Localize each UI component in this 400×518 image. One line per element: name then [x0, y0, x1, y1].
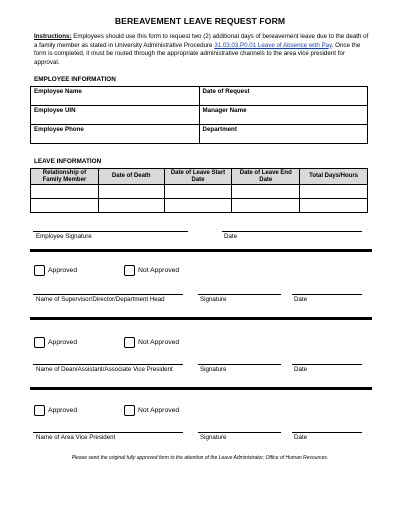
date-of-death-cell[interactable]	[98, 199, 164, 213]
leave-start-cell[interactable]	[164, 199, 232, 213]
leave-info-table	[30, 168, 368, 213]
dean-signature-line[interactable]	[198, 364, 281, 365]
checkbox-icon[interactable]	[34, 405, 45, 416]
col-total-days: Total Days/Hours	[300, 169, 368, 185]
employee-phone-label: Employee Phone	[34, 126, 84, 133]
supervisor-date-label: Date	[294, 296, 308, 303]
instructions-label: Instructions:	[34, 33, 72, 40]
employee-phone-field[interactable]	[31, 125, 200, 144]
instructions-text-1: Employees should use this form to request two (2) additional days of bereavement leave due to the death of a family member as stated in University Administrative Procedure	[34, 33, 369, 49]
avp-name-line[interactable]	[33, 432, 183, 433]
avp-date-line[interactable]	[292, 432, 362, 433]
table-row	[31, 199, 368, 213]
table-row	[31, 185, 368, 199]
date-of-request-field[interactable]	[199, 87, 368, 106]
approved-label: Approved	[48, 407, 78, 414]
dean-date-line[interactable]	[292, 364, 362, 365]
approved-checkbox-2[interactable]	[34, 337, 77, 348]
supervisor-signature-line[interactable]	[198, 294, 281, 295]
not-approved-label: Not Approved	[138, 267, 180, 274]
dean-signature-label: Signature	[200, 366, 227, 373]
instructions	[34, 33, 370, 67]
instructions-text-2: . Once the form is completed, it must be routed through the appropriate administrative channels to the area vice president for approval.	[34, 41, 361, 66]
total-days-cell[interactable]	[300, 199, 368, 213]
employee-info-table	[30, 86, 368, 144]
date-of-request-label: Date of Request	[202, 88, 250, 95]
checkbox-icon[interactable]	[34, 337, 45, 348]
section-divider	[30, 317, 372, 320]
supervisor-name-label: Name of Supervisor/Director/Department Head	[36, 296, 165, 303]
employee-date-line[interactable]	[222, 231, 362, 232]
not-approved-label: Not Approved	[138, 407, 180, 414]
dean-date-label: Date	[294, 366, 308, 373]
date-of-death-cell[interactable]	[98, 185, 164, 199]
checkbox-icon[interactable]	[34, 265, 45, 276]
leave-start-cell[interactable]	[164, 185, 232, 199]
approved-checkbox-3[interactable]	[34, 405, 77, 416]
employee-date-label: Date	[224, 233, 238, 240]
employee-info-heading: EMPLOYEE INFORMATION	[34, 76, 116, 83]
employee-signature-line[interactable]	[33, 231, 188, 232]
employee-name-label: Employee Name	[34, 88, 82, 95]
form-title: BEREAVEMENT LEAVE REQUEST FORM	[114, 16, 286, 26]
relationship-cell[interactable]	[31, 185, 99, 199]
supervisor-signature-label: Signature	[200, 296, 227, 303]
leave-end-cell[interactable]	[232, 199, 300, 213]
supervisor-date-line[interactable]	[292, 294, 362, 295]
procedure-link[interactable]: 31.03.03.P0.01 Leave of Absence with Pay	[214, 41, 332, 49]
dean-name-line[interactable]	[33, 364, 183, 365]
total-days-cell[interactable]	[300, 185, 368, 199]
employee-name-field[interactable]	[31, 87, 200, 106]
relationship-cell[interactable]	[31, 199, 99, 213]
not-approved-label: Not Approved	[138, 339, 180, 346]
manager-name-label: Manager Name	[202, 107, 247, 114]
col-leave-end: Date of Leave End Date	[232, 169, 300, 185]
not-approved-checkbox-1[interactable]	[124, 265, 179, 276]
checkbox-icon[interactable]	[124, 265, 135, 276]
col-date-of-death: Date of Death	[98, 169, 164, 185]
avp-date-label: Date	[294, 434, 308, 441]
not-approved-checkbox-2[interactable]	[124, 337, 179, 348]
manager-name-field[interactable]	[199, 106, 368, 125]
approved-label: Approved	[48, 267, 78, 274]
department-label: Department	[202, 126, 237, 133]
employee-signature-label: Employee Signature	[36, 233, 92, 240]
section-divider	[30, 249, 372, 252]
not-approved-checkbox-3[interactable]	[124, 405, 179, 416]
checkbox-icon[interactable]	[124, 337, 135, 348]
avp-signature-line[interactable]	[198, 432, 281, 433]
supervisor-name-line[interactable]	[33, 294, 183, 295]
section-divider	[30, 387, 372, 390]
approved-checkbox-1[interactable]	[34, 265, 77, 276]
avp-signature-label: Signature	[200, 434, 227, 441]
employee-uin-field[interactable]	[31, 106, 200, 125]
leave-info-heading: LEAVE INFORMATION	[34, 158, 102, 165]
approved-label: Approved	[48, 339, 78, 346]
col-relationship: Relationship of Family Member	[31, 169, 99, 185]
leave-end-cell[interactable]	[232, 185, 300, 199]
dean-name-label: Name of Dean/Assistant/Associate Vice President	[36, 366, 173, 373]
employee-uin-label: Employee UIN	[34, 107, 76, 114]
avp-name-label: Name of Area Vice President	[36, 434, 116, 441]
department-field[interactable]	[199, 125, 368, 144]
checkbox-icon[interactable]	[124, 405, 135, 416]
col-leave-start: Date of Leave Start Date	[164, 169, 232, 185]
footer-note: Please send the original fully approved form to the attention of the Leave Administrator, Office of Human Resources.	[71, 455, 329, 461]
